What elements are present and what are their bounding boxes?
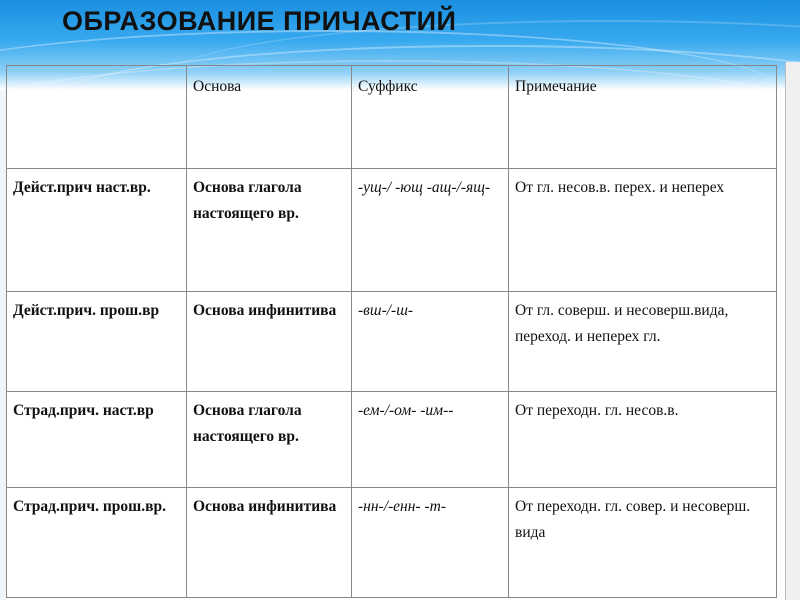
- row-note: От гл. несов.в. перех. и неперех: [509, 169, 777, 292]
- row-note: От переходн. гл. совер. и несоверш. вида: [509, 488, 777, 598]
- row-suffix: -вш-/-ш-: [352, 292, 509, 392]
- table-row: [7, 488, 777, 598]
- row-suffix: -ущ-/ -ющ -ащ-/-ящ-: [352, 169, 509, 292]
- row-note: От гл. соверш. и несоверш.вида, переход. и неперех гл.: [509, 292, 777, 392]
- row-base: Основа глагола настоящего вр.: [187, 169, 352, 292]
- row-suffix: -нн-/-енн- -т-: [352, 488, 509, 598]
- right-scrollbar[interactable]: [785, 62, 800, 600]
- row-base: Основа инфинитива: [187, 488, 352, 598]
- row-label: Дейст.прич наст.вр.: [7, 169, 187, 292]
- header-cell-suffix: Суффикс: [352, 66, 509, 169]
- row-suffix: -ем-/-ом- -им--: [352, 392, 509, 488]
- participles-table: [6, 65, 777, 598]
- header-cell-empty: [7, 66, 187, 169]
- row-label: Дейст.прич. прош.вр: [7, 292, 187, 392]
- header-cell-base: Основа: [187, 66, 352, 169]
- slide-title: ОБРАЗОВАНИЕ ПРИЧАСТИЙ: [62, 6, 457, 36]
- row-base: Основа инфинитива: [187, 292, 352, 392]
- table-row: [7, 292, 777, 392]
- table-row: [7, 392, 777, 488]
- row-base: Основа глагола настоящего вр.: [187, 392, 352, 488]
- header-cell-note: Примечание: [509, 66, 777, 169]
- row-label: Страд.прич. наст.вр: [7, 392, 187, 488]
- row-note: От переходн. гл. несов.в.: [509, 392, 777, 488]
- table-header-row: [7, 66, 777, 169]
- table-row: [7, 169, 777, 292]
- row-label: Страд.прич. прош.вр.: [7, 488, 187, 598]
